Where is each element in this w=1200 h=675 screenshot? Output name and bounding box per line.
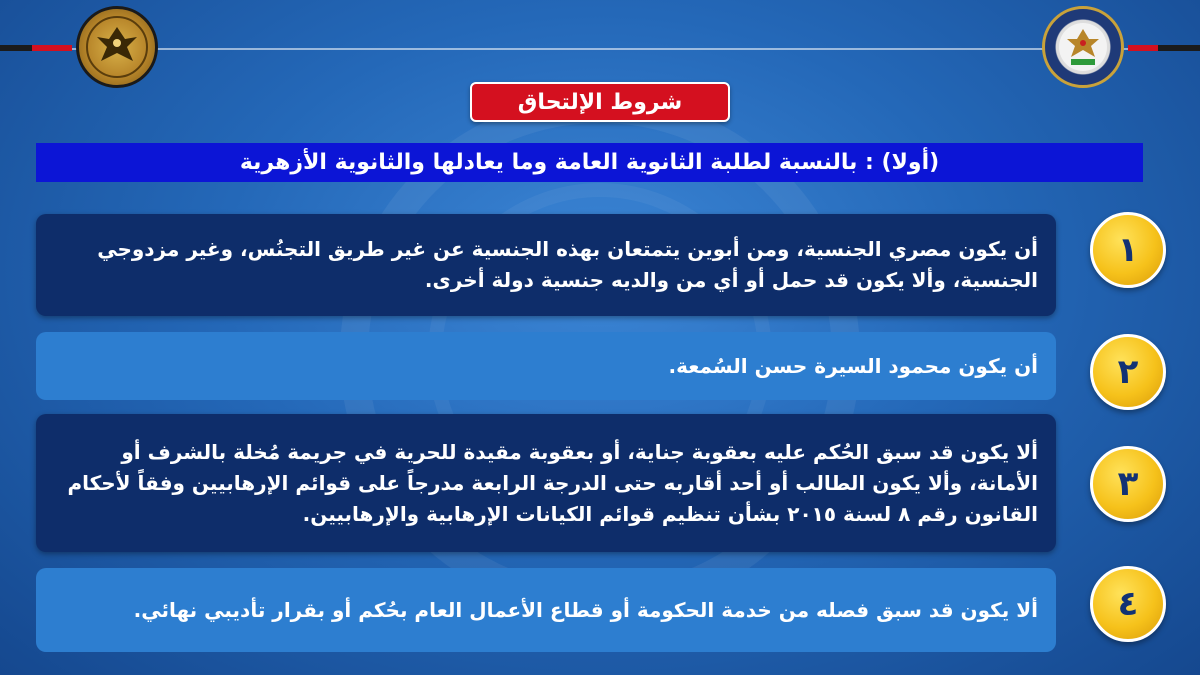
requirement-text-4: ألا يكون قد سبق فصله من خدمة الحكومة أو قطاع الأعمال العام بحُكم أو بقرار تأديبي نهائي.: [133, 597, 1038, 622]
requirement-number-4: ٤: [1090, 566, 1166, 642]
police-academy-emblem-icon: [1042, 6, 1124, 88]
section-subtitle: (أولا) : بالنسبة لطلبة الثانوية العامة وما يعادلها والثانوية الأزهرية: [36, 143, 1143, 182]
requirement-text-2: أن يكون محمود السيرة حسن السُمعة.: [668, 353, 1038, 378]
accent-right-dark: [1158, 45, 1200, 51]
requirement-box-2: [36, 332, 1056, 400]
requirement-text-1: أن يكون مصري الجنسية، ومن أبوين يتمتعان بهذه الجنسية عن غير طريق التجنُس، وغير مزدوجي الجنسية، وألا يكون قد حمل أو أي من والديه جنسية دولة أخرى.: [97, 237, 1038, 292]
requirement-box-4: [36, 568, 1056, 652]
requirement-number-3: ٣: [1090, 446, 1166, 522]
accent-left-dark: [0, 45, 32, 51]
accent-left-red: [32, 45, 72, 51]
requirement-number-1: ١: [1090, 212, 1166, 288]
accent-right-red: [1128, 45, 1158, 51]
police-eagle-emblem-icon: [76, 6, 158, 88]
requirement-text-3: ألا يكون قد سبق الحُكم عليه بعقوبة جناية، أو بعقوبة مقيدة للحرية في جريمة مُخلة بالشرف أو الأمانة، وألا يكون الطالب أو أحد أقاربه حتى الدرجة الرابعة مدرجاً على قوائم الإرهابيين وفقاً لأحكام القانون رقم ٨ لسنة ٢٠١٥ بشأن تنظيم قوائم الكيانات الإرهابية والإرهابيين.: [67, 439, 1038, 526]
page-title: شروط الإلتحاق: [470, 82, 730, 122]
header-divider-line: [0, 48, 1200, 50]
requirement-box-1: [36, 214, 1056, 316]
requirement-box-3: [36, 414, 1056, 552]
requirement-number-2: ٢: [1090, 334, 1166, 410]
